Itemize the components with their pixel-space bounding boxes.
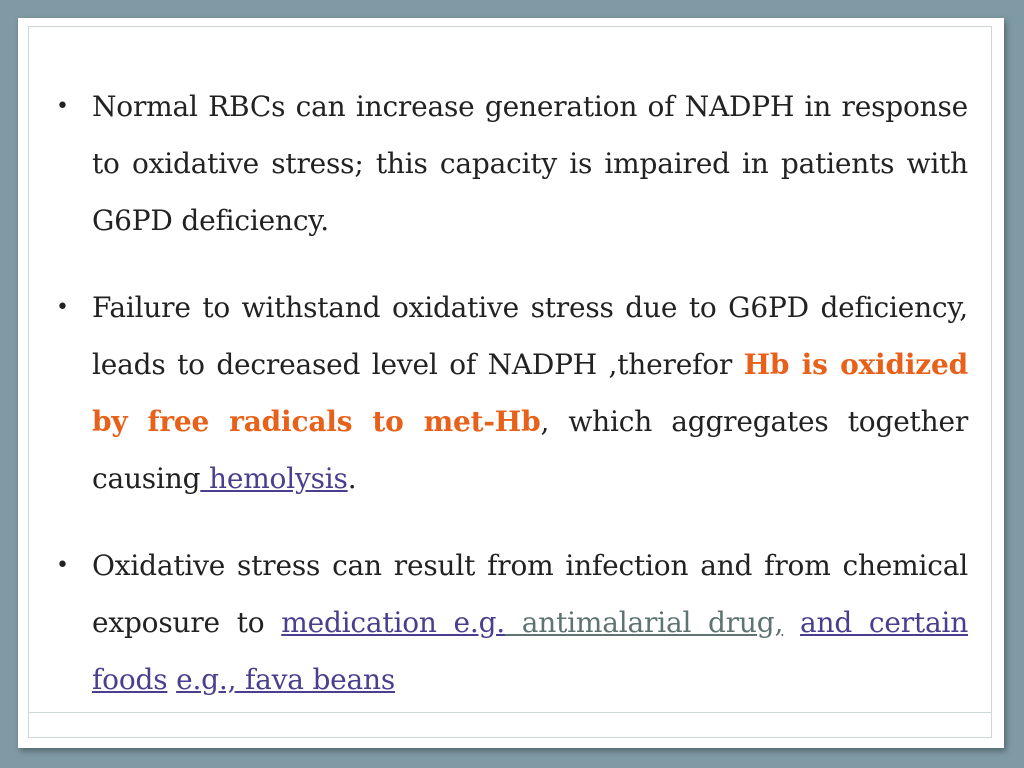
bullet-dot-icon: • xyxy=(56,94,69,119)
bullet-list xyxy=(56,78,969,738)
slide xyxy=(18,18,1004,748)
bullet-text: Oxidative stress can result from infection and from chemical exposure to xyxy=(92,549,968,639)
bullet-text: Normal RBCs can increase generation of NADPH in response to oxidative stress; this capacity is impaired in patients with G6PD deficiency. xyxy=(92,90,968,237)
bullet-item-1 xyxy=(56,78,968,249)
bullet-dot-icon: • xyxy=(56,553,69,578)
bullet-text-continued: , which aggregates together causing xyxy=(92,405,968,495)
comma-text: , xyxy=(774,606,784,639)
highlighted-text: Hb is oxidized by free radicals to met-Hb xyxy=(92,348,968,438)
bullet-text-end: . xyxy=(347,462,357,495)
space-text xyxy=(783,606,800,639)
medication-link[interactable]: medication e.g. xyxy=(281,606,505,639)
bullet-dot-icon: • xyxy=(56,295,69,320)
bullet-item-2 xyxy=(56,279,968,507)
bullet-item-3 xyxy=(56,537,969,708)
hemolysis-link[interactable]: hemolysis xyxy=(200,462,348,495)
certain-foods-link[interactable]: and certain foods xyxy=(92,606,969,696)
fava-beans-link[interactable]: e.g., fava beans xyxy=(176,663,396,696)
antimalarial-drug-link[interactable]: antimalarial drug xyxy=(505,606,775,639)
bullet-text: Failure to withstand oxidative stress due to G6PD deficiency, leads to decreased level of NADPH ,therefor xyxy=(92,291,968,381)
space-text xyxy=(167,663,176,696)
